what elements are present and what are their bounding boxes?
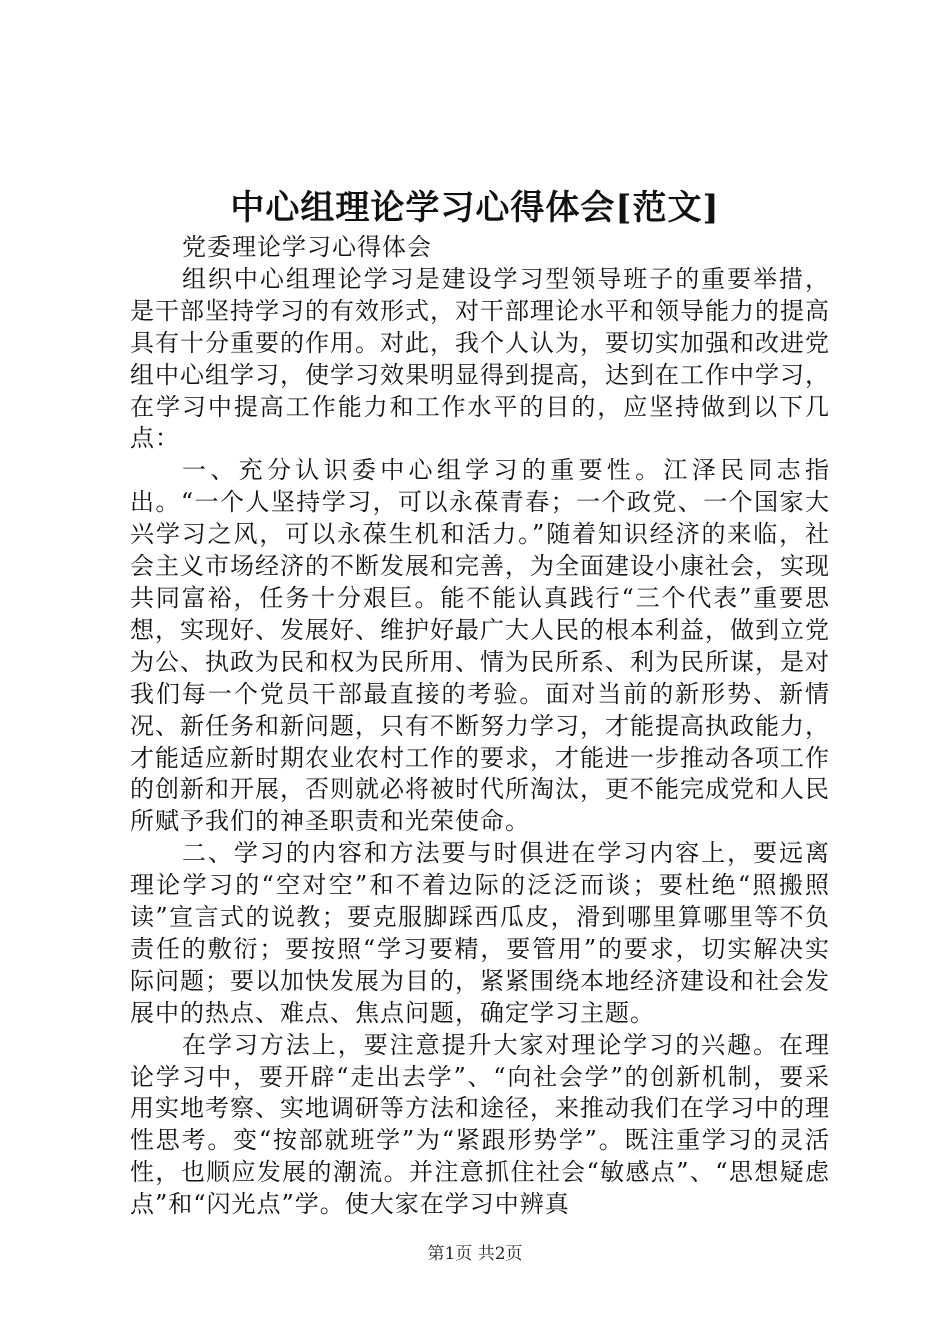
document-body	[130, 232, 830, 1221]
body-paragraph: 二、学习的内容和方法要与时俱进在学习内容上，要远离理论学习的“空对空”和不着边际的泛泛而谈；要杜绝“照搬照读”宣言式的说教；要克服脚踩西瓜皮，滑到哪里算哪里等不负责任的敷衍；要按照“学习要精，要管用”的要求，切实解决实际问题；要以加快发展为目的，紧紧围绕本地经济建设和社会发展中的热点、难点、焦点问题，确定学习主题。	[130, 839, 830, 1027]
document-title: 中心组理论学习心得体会[范文]	[230, 188, 720, 228]
body-paragraph: 党委理论学习心得体会	[182, 233, 432, 261]
body-paragraph: 一、充分认识委中心组学习的重要性。江泽民同志指出。“一个人坚持学习，可以永葆青春；一个政党、一个国家大兴学习之风，可以永葆生机和活力。”随着知识经济的来临，社会主义市场经济的不断发展和完善，为全面建设小康社会，实现共同富裕，任务十分艰巨。能不能认真践行“三个代表”重要思想，实现好、发展好、维护好最广大人民的根本利益，做到立党为公、执政为民和权为民所用、情为民所系、利为民所谋，是对我们每一个党员干部最直接的考验。面对当前的新形势、新情况、新任务和新问题，只有不断努力学习，才能提高执政能力，才能适应新时期农业农村工作的要求，才能进一步推动各项工作的创新和开展，否则就必将被时代所淘汰，更不能完成党和人民所赋予我们的神圣职责和光荣使命。	[130, 456, 830, 836]
body-paragraph: 在学习方法上，要注意提升大家对理论学习的兴趣。在理论学习中，要开辟“走出去学”、“向社会学”的创新机制，要采用实地考察、实地调研等方法和途径，来推动我们在学习中的理性思考。变“按部就班学”为“紧跟形势学”。既注重学习的灵活性，也顺应发展的潮流。并注意抓住社会“敏感点”、“思想疑虑点”和“闪光点”学。使大家在学习中辨真	[130, 1030, 830, 1219]
page-number-footer: 第1页 共2页	[427, 1244, 523, 1264]
body-paragraph: 组织中心组理论学习是建设学习型领导班子的重要举措，是干部坚持学习的有效形式，对干部理论水平和领导能力的提高具有十分重要的作用。对此，我个人认为，要切实加强和改进党组中心组学习，使学习效果明显得到提高，达到在工作中学习，在学习中提高工作能力和工作水平的目的，应坚持做到以下几点：	[130, 264, 830, 453]
